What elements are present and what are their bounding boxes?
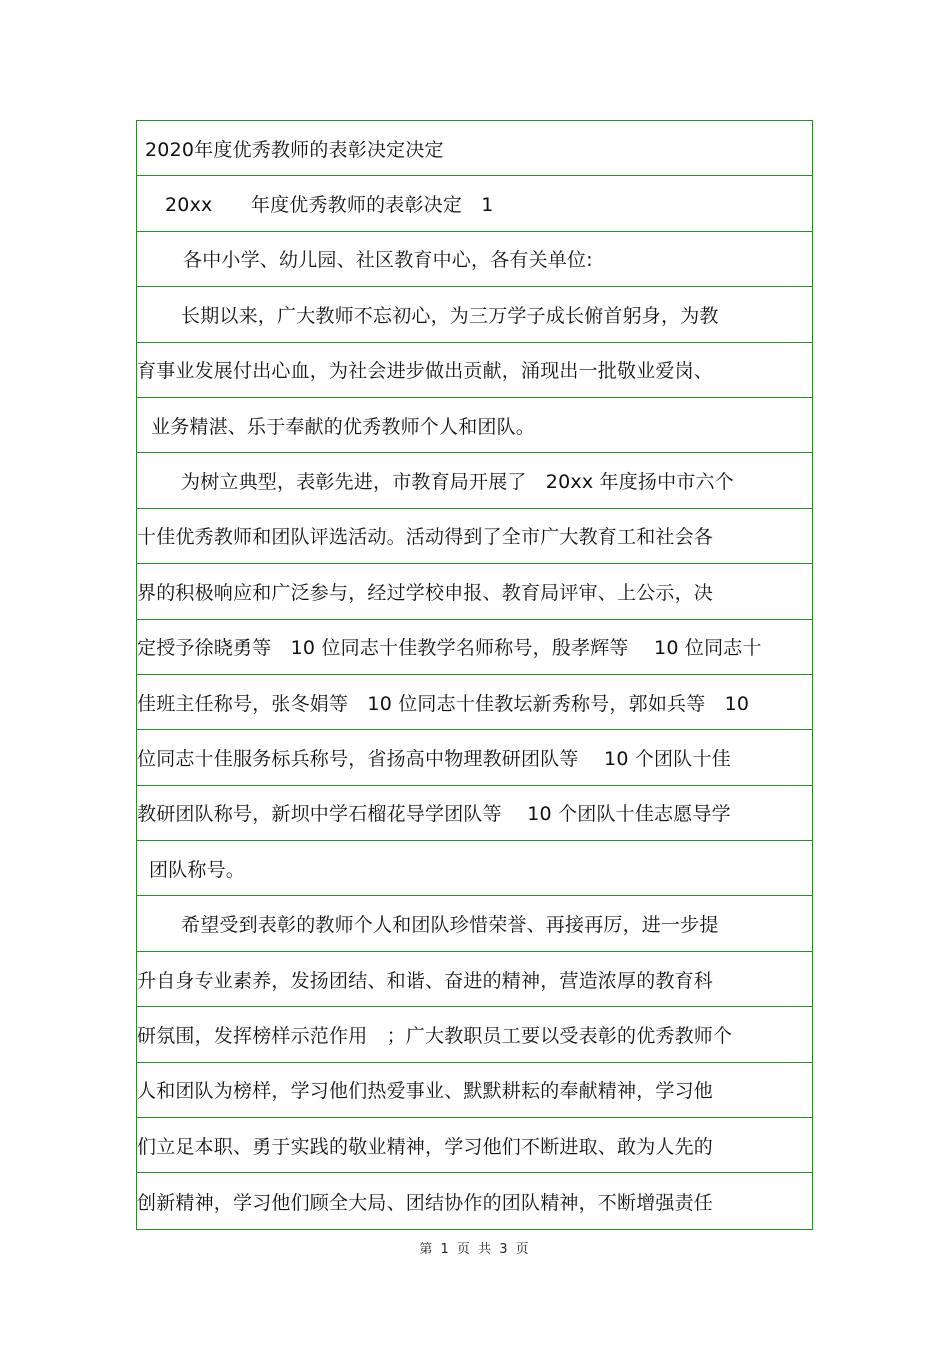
text-line: 长期以来，广大教师不忘初心，为三万学子成长俯首躬身，为教 [137, 287, 812, 342]
text-line: 育事业发展付出心血，为社会进步做出贡献，涌现出一批敬业爱岗、 [137, 343, 812, 398]
text-line: 创新精神，学习他们顾全大局、团结协作的团队精神，不断增强责任 [137, 1191, 714, 1214]
text-line: 为树立典型，表彰先进，市教育局开展了 20xx 年度扬中市六个 [137, 453, 812, 508]
text-line: 定授予徐晓勇等 10 位同志十佳教学名师称号，殷孝辉等 10 位同志十 [137, 620, 812, 675]
text-line: 界的积极响应和广泛参与，经过学校申报、教育局评审、上公示，决 [137, 564, 812, 619]
text-line: 业务精湛、乐于奉献的优秀教师个人和团队。 [137, 398, 812, 453]
salutation-line: 各中小学、幼儿园、社区教育中心，各有关单位: [137, 232, 812, 287]
text-line: 们立足本职、勇于实践的敬业精神，学习他们不断进取、敢为人先的 [137, 1118, 812, 1173]
text-line: 研氛围，发挥榜样示范作用 ；广大教职员工要以受表彰的优秀教师个 [137, 1007, 812, 1062]
text-line: 人和团队为榜样，学习他们热爱事业、默默耕耘的奉献精神，学习他 [137, 1063, 812, 1118]
document-subtitle: 20xx 年度优秀教师的表彰决定 1 [137, 176, 812, 231]
text-line: 十佳优秀教师和团队评选活动。活动得到了全市广大教育工和社会各 [137, 509, 812, 564]
text-line: 教研团队称号，新坝中学石榴花导学团队等 10 个团队十佳志愿导学 [137, 786, 812, 841]
text-line: 希望受到表彰的教师个人和团队珍惜荣誉、再接再厉，进一步提 [137, 896, 812, 951]
text-line: 位同志十佳服务标兵称号，省扬高中物理教研团队等 10 个团队十佳 [137, 730, 812, 785]
document-table [136, 120, 813, 1230]
text-line: 团队称号。 [137, 841, 812, 896]
document-title: 2020年度优秀教师的表彰决定决定 [137, 121, 812, 176]
text-line: 升自身专业素养，发扬团结、和谐、奋进的精神，营造浓厚的教育科 [137, 952, 812, 1007]
page-number-footer: 第 1 页 共 3 页 [419, 1242, 531, 1257]
text-line: 佳班主任称号，张冬娟等 10 位同志十佳教坛新秀称号，郭如兵等 10 [137, 675, 812, 730]
